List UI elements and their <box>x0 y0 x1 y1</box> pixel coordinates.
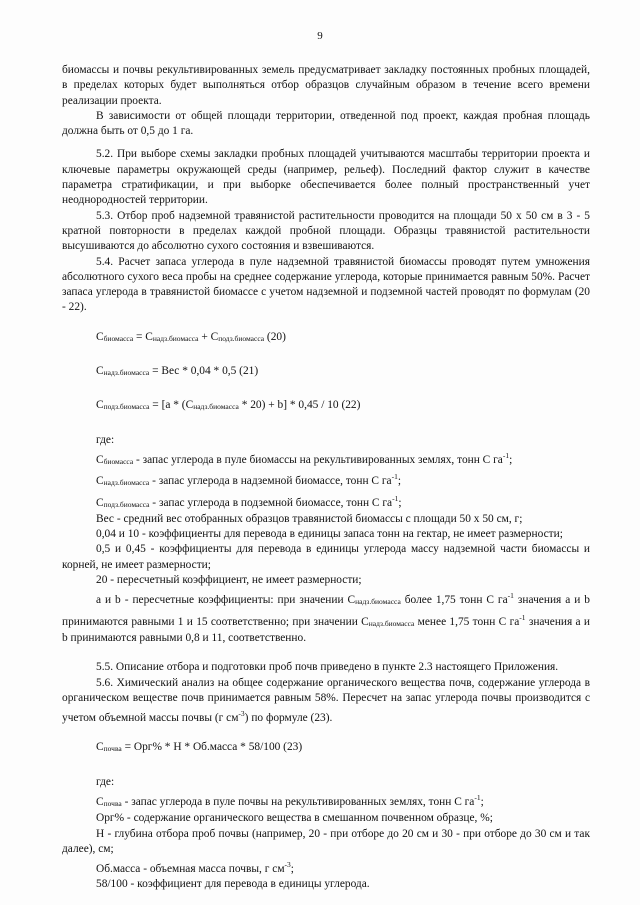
where-label-1: где: <box>96 433 115 446</box>
definition-depth: Н - глубина отбора проб почвы (например, 20 - при отборе до 20 см и 30 - при отборе до 30 см и так далее), см; <box>62 827 590 855</box>
definition-coef-a-b: а и b - пересчетные коэффициенты: при значении $С_{надз.биомасса}$ более 1,75 тонн С $га^{-1}$ значения а и b принимаются равными 1 и 15 соответственно; при значении $С_{надз.биомасса}$ менее 1,75 тонн С $га^{-1}$ значения а и b принимаются равными 0,8 и 11, соответственно. <box>62 591 590 644</box>
paragraph-area: В зависимости от общей площади территории, отведенной под проект, каждая пробная площадь должна быть от 0,5 до 1 га. <box>62 109 590 138</box>
page-number: 9 <box>317 30 323 42</box>
paragraph-5-2: 5.2. При выборе схемы закладки пробных площадей учитываются масштабы территории проекта и ключевые параметры окружающей среды (например, рельеф). Последний фактор служит в качестве параметра стратификации, и при выборке обеспечивается более полный пространственный учет неоднородностей территории. <box>62 148 590 207</box>
definition-coef-58: 58/100 - коэффициент для перевода в единицы углерода. <box>96 878 370 891</box>
definition-bulk-density: Об.масса - объемная масса почвы, г $см^{-3}$; <box>96 860 294 876</box>
paragraph-5-4: 5.4. Расчет запаса углерода в пуле надземной травянистой биомассы проводят путем умножения абсолютного сухого веса пробы на среднее содержание углерода, которые принимается равным 50%. Расчет запаса углерода в травянистой биомассе с учетом надземной и подземной частей проводят по формулам (20 - 22). <box>62 255 590 314</box>
paragraph-5-6: 5.6. Химический анализ на общее содержание органического вещества почв, содержание углерода в органическом веществе почв принимается равным 58%. Пересчет на запас углерода почвы производится с учетом объемной массы почвы (г $см^{-3}$) по формуле (23). <box>62 676 590 725</box>
page-content <box>62 63 590 893</box>
definition-c-biomass: $С_{биомасса}$ - запас углерода в пуле биомассы на рекультивированных землях, тонн С $га^{-1}$; <box>96 450 513 466</box>
definition-coef-004: 0,04 и 10 - коэффициенты для перевода в единицы запаса тонн на гектар, не имеет размерности; <box>96 528 563 541</box>
paragraph-intro: биомассы и почвы рекультивированных земель предусматривает закладку постоянных пробных площадей, в пределах которых будет выполняться отбор образцов случайным образом в течение всего времени реализации проекта. <box>62 64 590 107</box>
definition-coef-05: 0,5 и 0,45 - коэффициенты для перевода в единицы углерода массу надземной части биомассы и корней, не имеет размерности; <box>62 543 590 571</box>
paragraph-5-3: 5.3. Отбор проб надземной травянистой растительности проводится на площади 50 х 50 см в 3 - 5 кратной повторности в пределах каждой пробной площади. Образцы травянистой растительности высушиваются до абсолютно сухого состояния и взвешиваются. <box>62 209 590 253</box>
definition-weight: Вес - средний вес отобранных образцов травянистой биомассы с площади 50 х 50 см, г; <box>96 512 523 525</box>
definition-org: Орг% - содержание органического вещества в смешанном почвенном образце, %; <box>96 812 493 825</box>
paragraph-5-5: 5.5. Описание отбора и подготовки проб почв приведено в пункте 2.3 настоящего Приложения. <box>96 661 559 674</box>
definition-c-soil: $С_{почва}$ - запас углерода в пуле почвы на рекультивированных землях, тонн С $га^{-1}$; <box>96 792 484 808</box>
definition-c-above: $С_{надз.биомасса}$ - запас углерода в надземной биомассе, тонн С $га^{-1}$; <box>96 472 402 488</box>
where-label-2: где: <box>96 775 115 788</box>
definition-c-below: $С_{подз.биомасса}$ - запас углерода в подземной биомассе, тонн С $га^{-1}$; <box>96 493 402 509</box>
formula-20: $С_{биомасса} = С_{надз.биомасса} + С_{подз.биомасса}$ (20) <box>96 330 286 343</box>
formula-21: $С_{надз.биомасса}$ = Вес * 0,04 * 0,5 (21) <box>96 365 259 378</box>
formula-22: $С_{подз.биомасса} = [а * (С_{надз.биомасса} * 20) + b] * 0,45 / 10$ (22) <box>96 399 361 412</box>
definition-coef-20: 20 - пересчетный коэффициент, не имеет размерности; <box>96 574 362 587</box>
formula-23: $С_{почва} = Орг\% * Н$ * Об.масса * 58/100 (23) <box>96 741 303 754</box>
